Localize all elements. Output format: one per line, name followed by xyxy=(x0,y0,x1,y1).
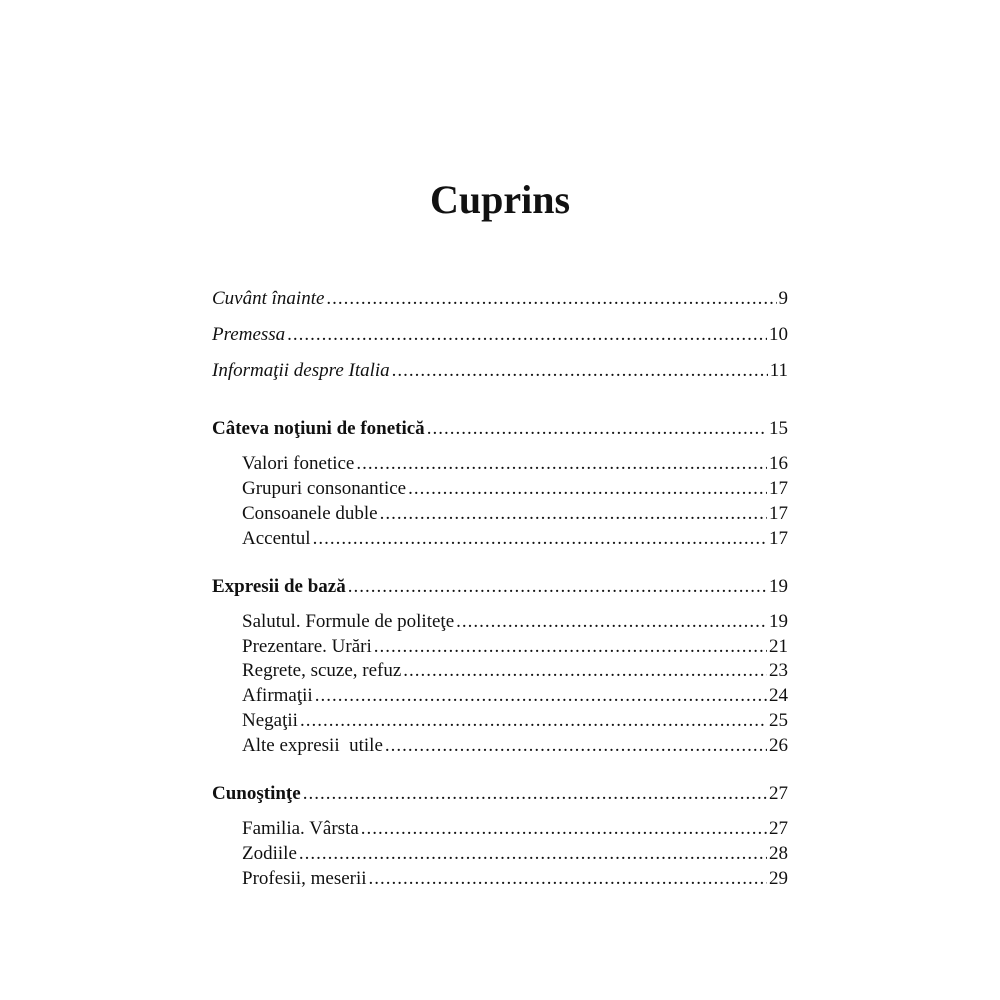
toc-leader-dots xyxy=(313,527,767,551)
toc-sub-entry xyxy=(242,867,788,891)
page-title: Cuprins xyxy=(429,177,571,222)
toc-entry-label: Premessa xyxy=(212,324,286,345)
toc-entry-label: Profesii, meserii xyxy=(242,868,367,889)
toc-entry-label: Salutul. Formule de politeţe xyxy=(242,611,455,632)
toc-sub-entry xyxy=(242,452,788,476)
toc-sub-entry xyxy=(242,527,788,551)
toc-entry-page: 25 xyxy=(769,710,788,731)
toc-entry xyxy=(212,323,788,347)
toc-entry-label: Negaţii xyxy=(242,710,298,731)
toc-leader-dots xyxy=(348,575,767,599)
toc-entry-page: 27 xyxy=(769,818,788,839)
toc-section-entry xyxy=(212,575,788,599)
toc-entry-label: Valori fonetice xyxy=(242,453,355,474)
toc-entry-page: 27 xyxy=(769,783,788,804)
toc-entry-page: 23 xyxy=(769,660,788,681)
toc-leader-dots xyxy=(361,817,767,841)
toc-entry-page: 28 xyxy=(769,843,788,864)
toc-entry-label: Cunoştinţe xyxy=(212,783,301,804)
toc-entry-page: 17 xyxy=(769,528,788,549)
toc-section-entry xyxy=(212,417,788,441)
toc-sub-entry xyxy=(242,659,788,683)
toc-sub-entry xyxy=(242,709,788,733)
toc-entry-page: 29 xyxy=(769,868,788,889)
toc-entry-label: Afirmaţii xyxy=(242,685,313,706)
toc-entry-page: 11 xyxy=(769,360,788,381)
toc-entry-page: 19 xyxy=(769,576,788,597)
toc-entry xyxy=(212,287,788,311)
toc-entry-label: Regrete, scuze, refuz xyxy=(242,660,402,681)
toc-entry-label: Expresii de bază xyxy=(212,576,346,597)
toc-entry-page: 26 xyxy=(769,735,788,756)
toc-sub-entry xyxy=(242,817,788,841)
toc-leader-dots xyxy=(299,842,767,866)
toc-entry-label: Accentul xyxy=(242,528,311,549)
toc-leader-dots xyxy=(456,610,767,634)
toc-leader-dots xyxy=(303,782,767,806)
toc-leader-dots xyxy=(287,323,767,347)
toc-leader-dots xyxy=(380,502,767,526)
toc-leader-dots xyxy=(403,659,767,683)
toc-leader-dots xyxy=(374,635,767,659)
toc-entry-page: 17 xyxy=(769,478,788,499)
toc-leader-dots xyxy=(369,867,767,891)
toc-entry-label: Consoanele duble xyxy=(242,503,378,524)
toc-entry-page: 10 xyxy=(769,324,788,345)
toc-entry-label: Cuvânt înainte xyxy=(212,288,325,309)
toc-leader-dots xyxy=(315,684,767,708)
toc-leader-dots xyxy=(300,709,767,733)
toc-entry-label: Câteva noţiuni de fonetică xyxy=(212,418,425,439)
toc-sub-entry xyxy=(242,635,788,659)
toc-sub-entry xyxy=(242,734,788,758)
toc-leader-dots xyxy=(356,452,767,476)
toc-leader-dots xyxy=(392,359,768,383)
toc-entry-label: Familia. Vârsta xyxy=(242,818,359,839)
toc-entry-page: 16 xyxy=(769,453,788,474)
toc-sub-entry xyxy=(242,502,788,526)
toc-entry-label: Grupuri consonantice xyxy=(242,478,407,499)
toc-leader-dots xyxy=(326,287,776,311)
toc-entry xyxy=(212,359,788,383)
toc-entry-label: Zodiile xyxy=(242,843,297,864)
toc-entry-label: Alte expresii utile xyxy=(242,735,383,756)
toc-entry-page: 15 xyxy=(769,418,788,439)
toc-leader-dots xyxy=(427,417,767,441)
toc-leader-dots xyxy=(408,477,767,501)
toc-sub-entry xyxy=(242,684,788,708)
toc-entry-page: 19 xyxy=(769,611,788,632)
toc-entry-page: 9 xyxy=(778,288,788,309)
toc-entry-label: Informaţii despre Italia xyxy=(212,360,390,381)
toc-entry-page: 21 xyxy=(769,636,788,657)
toc-section-entry xyxy=(212,782,788,806)
toc-sub-entry xyxy=(242,842,788,866)
toc-entry-page: 17 xyxy=(769,503,788,524)
toc-leader-dots xyxy=(385,734,767,758)
toc-entry-page: 24 xyxy=(769,685,788,706)
toc-entry-label: Prezentare. Urări xyxy=(242,636,372,657)
toc-sub-entry xyxy=(242,477,788,501)
toc-sub-entry xyxy=(242,610,788,634)
